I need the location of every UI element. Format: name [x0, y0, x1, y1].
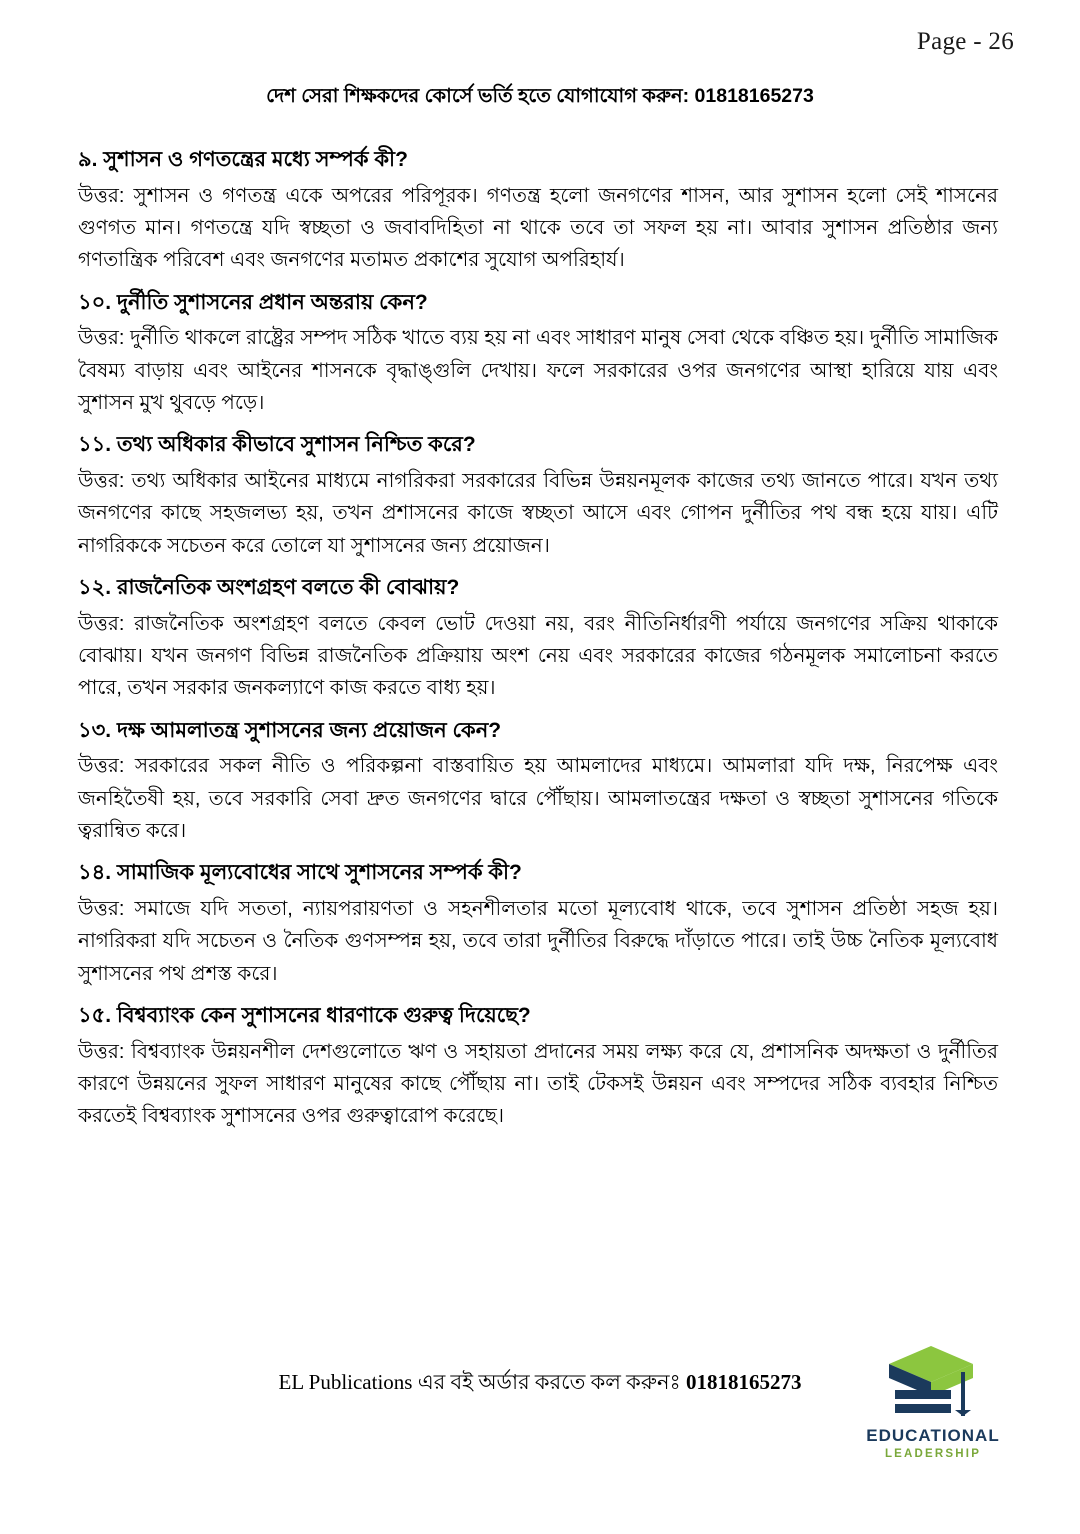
qa-item [78, 1000, 998, 1133]
question-text: ১৫. বিশ্বব্যাংক কেন সুশাসনের ধারণাকে গুরুত্ব দিয়েছে? [78, 1004, 531, 1028]
answer-text: উত্তর: সুশাসন ও গণতন্ত্র একে অপরের পরিপূরক। গণতন্ত্র হলো জনগণের শাসন, আর সুশাসন হলো সেই শাসনের গুণগত মান। গণতন্ত্রে যদি স্বচ্ছতা ও জবাবদিহিতা না থাকে তবে তা সফল হয় না। আবার সুশাসন প্রতিষ্ঠার জন্য গণতান্ত্রিক পরিবেশ এবং জনগণের মতামত প্রকাশের সুযোগ অপরিহার্য। [78, 184, 998, 272]
page-number: Page - 26 [916, 28, 1014, 55]
question-text: ১৪. সামাজিক মূল্যবোধের সাথে সুশাসনের সম্পর্ক কী? [78, 861, 522, 885]
qa-item [78, 857, 998, 990]
header-notice: দেশ সেরা শিক্ষকদের কোর্সে ভর্তি হতে যোগাযোগ করুন: 01818165273 [266, 85, 814, 107]
footer-phone: 01818165273 [685, 1370, 802, 1394]
logo-sub-text: LEADERSHIP [884, 1448, 982, 1460]
question-text: ১২. রাজনৈতিক অংশগ্রহণ বলতে কী বোঝায়? [78, 576, 460, 600]
question-text: ৯. সুশাসন ও গণতন্ত্রের মধ্যে সম্পর্ক কী? [78, 148, 408, 171]
question-text: ১১. তথ্য অধিকার কীভাবে সুশাসন নিশ্চিত করে? [78, 433, 476, 457]
answer-text: উত্তর: সরকারের সকল নীতি ও পরিকল্পনা বাস্তবায়িত হয় আমলাদের মাধ্যমে। আমলারা যদি দক্ষ, নিরপেক্ষ এবং জনহিতৈষী হয়, তবে সরকারি সেবা দ্রুত জনগণের দ্বারে পৌঁছায়। আমলাতন্ত্রের দক্ষতা ও স্বচ্ছতা সুশাসনের গতিকে ত্বরান্বিত করে। [78, 755, 998, 842]
qa-content [56, 144, 1024, 1133]
page-footer [0, 1348, 1080, 1498]
el-logo-icon [881, 1338, 985, 1422]
answer-text: উত্তর: দুর্নীতি থাকলে রাষ্ট্রের সম্পদ সঠিক খাতে ব্যয় হয় না এবং সাধারণ মানুষ সেবা থেকে বঞ্চিত হয়। দুর্নীতি সামাজিক বৈষম্য বাড়ায় এবং আইনের শাসনকে বৃদ্ধাঙ্গুলি দেখায়। ফলে সরকারের ওপর জনগণের আস্থা হারিয়ে যায় এবং সুশাসন মুখ থুবড়ে পড়ে। [78, 327, 998, 414]
question-text: ১০. দুর্নীতি সুশাসনের প্রধান অন্তরায় কেন? [78, 290, 428, 314]
answer-text: উত্তর: বিশ্বব্যাংক উন্নয়নশীল দেশগুলোতে ঋণ ও সহায়তা প্রদানের সময় লক্ষ্য করে যে, প্রশাসনিক অদক্ষতা ও দুর্নীতির কারণে উন্নয়নের সুফল সাধারণ মানুষের কাছে পৌঁছায় না। তাই টেকসই উন্নয়ন এবং সম্পদের সঠিক ব্যবহার নিশ্চিত করতেই বিশ্বব্যাংক সুশাসনের ওপর গুরুত্বারোপ করেছে। [78, 1040, 998, 1128]
question-text: ১৩. দক্ষ আমলাতন্ত্র সুশাসনের জন্য প্রয়োজন কেন? [78, 718, 502, 742]
qa-item [78, 572, 998, 705]
answer-text: উত্তর: তথ্য অধিকার আইনের মাধ্যমে নাগরিকরা সরকারের বিভিন্ন উন্নয়নমূলক কাজের তথ্য জানতে পারে। যখন তথ্য জনগণের কাছে সহজলভ্য হয়, তখন প্রশাসনের কাজে স্বচ্ছতা আসে এবং গোপন দুর্নীতির পথ বন্ধ হয়ে যায়। এটি নাগরিককে সচেতন করে তোলে যা সুশাসনের জন্য প্রয়োজন। [78, 469, 998, 557]
qa-item [78, 429, 998, 562]
qa-item [78, 287, 998, 420]
answer-text: উত্তর: রাজনৈতিক অংশগ্রহণ বলতে কেবল ভোট দেওয়া নয়, বরং নীতিনির্ধারণী পর্যায়ে জনগণের সক্রিয় থাকাকে বোঝায়। যখন জনগণ বিভিন্ন রাজনৈতিক প্রক্রিয়ায় অংশ নেয় এবং সরকারের কাজের গঠনমূলক সমালোচনা করতে পারে, তখন সরকার জনকল্যাণে কাজ করতে বাধ্য হয়। [78, 612, 998, 700]
publisher-logo [858, 1338, 1008, 1460]
answer-text: উত্তর: সমাজে যদি সততা, ন্যায়পরায়ণতা ও সহনশীলতার মতো মূল্যবোধ থাকে, তবে সুশাসন প্রতিষ্ঠা সহজ হয়। নাগরিকরা যদি সচেতন ও নৈতিক গুণসম্পন্ন হয়, তবে তারা দুর্নীতির বিরুদ্ধে দাঁড়াতে পারে। তাই উচ্চ নৈতিক মূল্যবোধ সুশাসনের পথ প্রশস্ত করে। [78, 897, 998, 985]
qa-item [78, 144, 998, 277]
footer-order-text: EL Publications এর বই অর্ডার করতে কল করুনঃ [278, 1370, 686, 1394]
logo-name-text: EDUCATIONAL [866, 1426, 1000, 1445]
qa-item [78, 715, 998, 848]
